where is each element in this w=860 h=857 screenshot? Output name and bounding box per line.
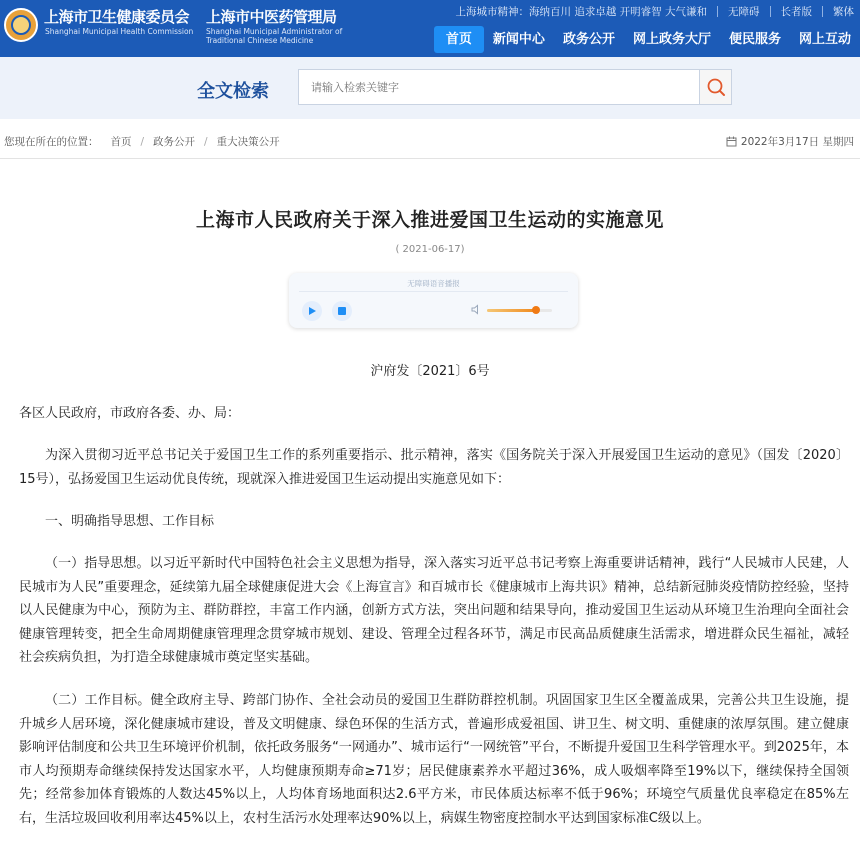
- divider: [299, 291, 568, 292]
- nav-online-service-hall[interactable]: 网上政务大厅: [632, 32, 711, 47]
- audio-player: [289, 273, 578, 328]
- play-icon: [307, 306, 317, 316]
- nav-online-interaction[interactable]: 网上互动: [798, 32, 851, 47]
- breadcrumb-bar: [0, 134, 860, 154]
- stop-button[interactable]: [332, 301, 352, 321]
- site-header: [0, 0, 860, 57]
- search-button[interactable]: [699, 69, 732, 105]
- intro-paragraph: 为深入贯彻习近平总书记关于爱国卫生工作的系列重要指示、批示精神，落实《国务院关于深入开展爱国卫生运动的意见》（国发〔2020〕15号），弘扬爱国卫生运动优良传统，现就深入推进爱国卫生运动提出实施意见如下：: [19, 448, 849, 487]
- volume-slider[interactable]: [487, 309, 552, 312]
- org-name-tcm-en-line2: Traditional Chinese Medicine: [206, 36, 314, 45]
- audio-player-label: 无障碍语音播报: [407, 279, 460, 288]
- nav-home[interactable]: 首页: [434, 26, 484, 53]
- utility-bar: [455, 4, 854, 19]
- main-nav: [434, 26, 860, 53]
- divider: [0, 158, 860, 159]
- traditional-chinese-link[interactable]: 繁体: [833, 6, 854, 18]
- org-name-health-commission[interactable]: 上海市卫生健康委员会: [44, 8, 190, 26]
- volume-slider-handle[interactable]: [532, 306, 540, 314]
- search-title: 全文检索: [197, 81, 269, 102]
- breadcrumb: [4, 134, 280, 149]
- divider: [822, 6, 823, 17]
- divider: [770, 6, 771, 17]
- search-band: [0, 57, 860, 119]
- city-motto: 上海城市精神：海纳百川 追求卓越 开明睿智 大气谦和: [455, 6, 707, 18]
- paragraph-guiding-ideology: （一）指导思想。以习近平新时代中国特色社会主义思想为指导，深入落实习近平总书记考察上海重要讲话精神，践行“人民城市人民建，人民城市为人民”重要理念，延续第九届全球健康促进大会《上海宣言》和百城市长《健康城市上海共识》精神，总结新冠肺炎疫情防控经验，坚持以人民健康为中心，预防为主、群防群控，丰富工作内涵，创新方式方法，突出问题和结果导向，推动爱国卫生运动从环境卫生治理向全面社会健康管理转变，把全生命周期健康管理理念贯穿城市规划、建设、管理全过程各环节，满足市民高品质健康生活需求，增进群众民生福祉，减轻社会疾病负担，为打造全球健康城市奠定坚实基础。: [19, 556, 849, 666]
- search-icon: [706, 77, 726, 97]
- play-button[interactable]: [302, 301, 322, 321]
- nav-news[interactable]: 新闻中心: [492, 32, 545, 47]
- breadcrumb-major-decisions[interactable]: 重大决策公开: [216, 136, 280, 148]
- breadcrumb-separator: /: [140, 135, 145, 148]
- current-date-text: 2022年3月17日 星期四: [740, 136, 854, 148]
- breadcrumb-label: 您现在所在的位置：: [4, 136, 99, 148]
- divider: [717, 6, 718, 17]
- volume-icon[interactable]: [471, 304, 482, 315]
- breadcrumb-gov-affairs[interactable]: 政务公开: [153, 136, 196, 148]
- org-name-health-commission-en: Shanghai Municipal Health Commission: [45, 27, 194, 36]
- elder-mode-link[interactable]: 长者版: [780, 6, 812, 18]
- org-name-tcm-administration[interactable]: 上海市中医药管理局: [206, 8, 337, 26]
- section-heading-1: 一、明确指导思想、工作目标: [45, 514, 215, 529]
- addressee: 各区人民政府，市政府各委、办、局：: [19, 406, 241, 421]
- paragraph-work-goals: （二）工作目标。健全政府主导、跨部门协作、全社会动员的爱国卫生群防群控机制。巩固国家卫生区全覆盖成果，完善公共卫生设施，提升城乡人居环境，深化健康城市建设，普及文明健康、绿色环保的生活方式，普遍形成爱祖国、讲卫生、树文明、重健康的浓厚氛围。建立健康影响评估制度和公共卫生环境评价机制，依托政务服务“一网通办”、城市运行“一网统管”平台，不断提升爱国卫生科学管理水平。到2025年，本市人均预期寿命继续保持发达国家水平，人均健康预期寿命≥71岁；居民健康素养水平超过36%，成人吸烟率降至19%以下，继续保持全国领先；经常参加体育锻炼的人数达45%以上，人均体育场地面积达2.6平方米，市民体质达标率不低于96%；环境空气质量优良率稳定在85%左右，生活垃圾回收利用率达45%以上，农村生活污水处理率达90%以上，病媒生物密度控制水平达到国家标准C级以上。: [19, 693, 849, 826]
- article-title: 上海市人民政府关于深入推进爱国卫生运动的实施意见: [195, 209, 664, 231]
- document-number: 沪府发〔2021〕6号: [370, 364, 490, 379]
- volume-slider-fill: [487, 309, 536, 312]
- stop-icon: [338, 307, 346, 315]
- org-name-tcm-en-line1: Shanghai Municipal Administrator of: [206, 27, 343, 36]
- nav-gov-affairs[interactable]: 政务公开: [562, 32, 615, 47]
- current-date: [726, 134, 854, 149]
- search-input[interactable]: [298, 69, 700, 105]
- breadcrumb-home[interactable]: 首页: [110, 136, 132, 148]
- breadcrumb-separator: /: [204, 135, 208, 148]
- calendar-icon: [726, 136, 737, 147]
- accessibility-link[interactable]: 无障碍: [728, 6, 760, 18]
- emblem-logo[interactable]: [4, 8, 38, 42]
- nav-public-service[interactable]: 便民服务: [728, 32, 781, 47]
- article-publish-date: ( 2021-06-17): [395, 244, 465, 255]
